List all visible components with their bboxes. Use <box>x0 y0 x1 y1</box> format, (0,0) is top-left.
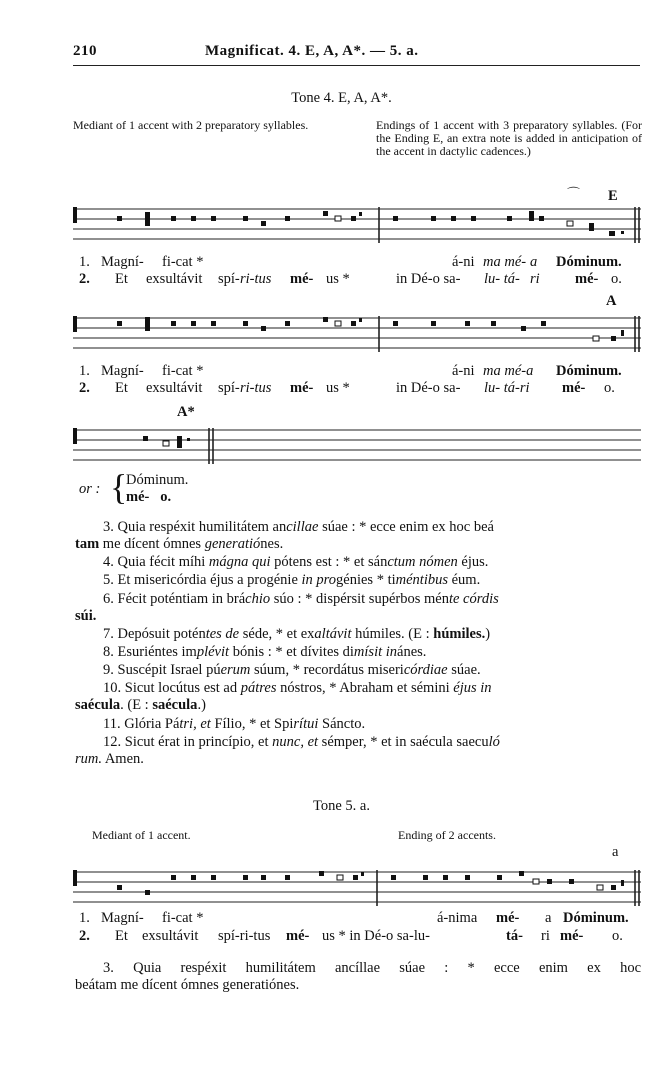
neume <box>319 871 324 876</box>
syllable: o. <box>604 380 615 396</box>
neume <box>171 875 176 880</box>
verse-text: súo : * dispérsit supérbos mén <box>270 590 449 607</box>
tone5-ending-note: Ending of 2 accents. <box>398 828 496 842</box>
neume <box>443 875 448 880</box>
neume <box>621 231 624 234</box>
verse-text: séde, * et ex <box>239 625 315 642</box>
syllable: in Dé-o sa- <box>396 271 461 287</box>
verse-text: ctum nómen <box>387 554 458 571</box>
verse-number: 8. <box>103 643 118 660</box>
verse-text: Sicut locútus est ad <box>124 680 241 697</box>
neume <box>261 875 266 880</box>
neume <box>541 321 546 326</box>
neume <box>335 216 341 221</box>
verse-text: méntibus <box>395 572 448 589</box>
verse-text: rítui <box>293 715 319 732</box>
verse-text: húmiles. <box>433 625 486 642</box>
neume <box>359 318 362 322</box>
neume <box>471 216 476 221</box>
syllable: fi-cat * <box>162 910 204 926</box>
neume <box>491 321 496 326</box>
verse-text: húmiles. (E : <box>351 625 434 642</box>
verse-text: tam <box>75 536 100 552</box>
syllable: á-nima <box>437 910 478 926</box>
verse-text: tes de <box>205 625 240 642</box>
neume <box>187 438 190 441</box>
syllable: ri-tus <box>240 380 272 396</box>
neume <box>533 879 539 884</box>
E-line2-num: 2. <box>79 271 90 287</box>
or-option-2: mé- o. <box>126 489 172 505</box>
verse-text: mísit in <box>353 643 398 660</box>
or-option-1: Dóminum. <box>126 472 189 488</box>
verse-number: 12. <box>103 733 125 750</box>
verse <box>75 591 643 625</box>
clef-icon <box>73 428 77 444</box>
syllable: spí-ri-tus <box>218 928 271 944</box>
verse-text: nóstros, * Abraham et sémini <box>276 680 454 697</box>
neume <box>191 321 196 326</box>
syllable: in Dé-o sa- <box>396 380 461 396</box>
accent-mark-icon: ⌒ <box>567 186 581 201</box>
ending-E-label: E <box>608 188 618 204</box>
neume <box>243 875 248 880</box>
syllable: o. <box>611 271 622 287</box>
verse-text: ánes. <box>397 643 427 660</box>
verse-text: Sicut érat in princípio, et <box>124 733 273 750</box>
neume <box>323 211 328 216</box>
syllable: ma mé- <box>483 254 527 270</box>
verse-text: Quia fécit míhi <box>117 554 209 571</box>
neume <box>261 326 266 331</box>
tone4-ending-note: Endings of 1 accent with 3 preparatory syllables. (For the Ending E, an extra note is added in anticipation of the accent in dactylic cadences.) <box>376 118 642 158</box>
syllable: ma mé-a <box>483 363 534 379</box>
verse <box>75 572 643 589</box>
verse-number: 6. <box>103 590 118 607</box>
verse <box>75 716 643 733</box>
neume <box>569 879 574 884</box>
verse-text: Esuriéntes im <box>117 643 197 660</box>
neume <box>285 321 290 326</box>
verse-number: 9. <box>103 662 118 679</box>
page-number: 210 <box>73 43 97 59</box>
neume <box>163 441 169 446</box>
verse-text: súae : * ecce enim ex hoc beá <box>318 519 494 535</box>
header-rule <box>73 65 640 66</box>
neume <box>393 321 398 326</box>
neume <box>145 212 150 226</box>
verse-text: saécula <box>75 697 121 714</box>
verse-text: Quia respéxit humilitátem an <box>117 519 287 535</box>
verse <box>75 554 643 571</box>
neume <box>589 223 594 231</box>
verse-text: Quia respéxit humilitátem ancíllae súae : * ecce enim ex hoc <box>133 960 642 976</box>
neume <box>177 436 182 448</box>
verse-number: 7. <box>103 625 118 642</box>
neume <box>323 317 328 322</box>
syllable: ri-tus <box>240 271 272 287</box>
neume <box>117 321 122 326</box>
neume <box>611 885 616 890</box>
verse-text: génies * ti <box>336 572 396 589</box>
verse-text: sémper, * et in saécula saecu <box>318 733 489 750</box>
verse-text: pótens est : * et sán <box>270 554 388 571</box>
neume <box>211 875 216 880</box>
neume <box>593 336 599 341</box>
neume <box>621 330 624 336</box>
verse-number: 3. <box>103 960 114 976</box>
syllable: Et <box>115 380 128 396</box>
tone4-title: Tone 4. E, A, A*. <box>291 90 392 106</box>
verse-text: Fécit poténtiam in brá <box>117 590 246 607</box>
verse-text: Glória Pá <box>124 715 180 732</box>
verse-text: súum, * recordátus miseri <box>250 662 404 679</box>
t5-line2-num: 2. <box>79 928 90 944</box>
verse-text: éjus. <box>457 554 489 571</box>
verse-text: saécula <box>152 697 198 714</box>
syllable: mé- <box>496 910 520 926</box>
verse-text: nes. <box>260 536 284 552</box>
verse-text: pátres <box>240 680 277 697</box>
tone5-verse-3 <box>75 960 641 994</box>
brace-icon: { <box>110 467 128 507</box>
neume <box>335 321 341 326</box>
syllable: ri <box>530 271 540 287</box>
neume <box>361 872 364 876</box>
syllable: mé- <box>562 380 586 396</box>
syllable: tá- <box>506 928 523 944</box>
syllable: exsultávit <box>146 271 203 287</box>
neume <box>171 216 176 221</box>
syllable: Magní- <box>101 363 144 379</box>
neume <box>597 885 603 890</box>
neume <box>393 216 398 221</box>
neume <box>451 216 456 221</box>
syllable: a <box>530 254 538 270</box>
neume <box>351 321 356 326</box>
neume <box>145 317 150 331</box>
verse-number: 3. <box>103 519 118 535</box>
verse-list <box>75 519 643 769</box>
syllable: fi-cat * <box>162 254 204 270</box>
syllable: mé- <box>286 928 310 944</box>
syllable: Magní- <box>101 910 144 926</box>
verse-text: te córdis <box>448 590 499 607</box>
neume <box>497 875 502 880</box>
syllable: á-ni <box>452 363 475 379</box>
verse-text: éjus in <box>453 680 492 697</box>
verse-text: me dícent ómnes <box>99 536 205 552</box>
clef-icon <box>73 316 77 332</box>
neume <box>465 321 470 326</box>
syllable: fi-cat * <box>162 363 204 379</box>
verse-text: altávit <box>314 625 352 642</box>
syllable: o. <box>612 928 623 944</box>
verse-text: plévit <box>196 643 230 660</box>
syllable: spí- <box>218 380 240 396</box>
verse-text: tri, et <box>179 715 211 732</box>
syllable: us * <box>326 380 350 396</box>
syllable: exsultávit <box>146 380 203 396</box>
verse-text: Depósuit potén <box>117 625 206 642</box>
syllable: á-ni <box>452 254 475 270</box>
neume <box>621 880 624 886</box>
neume <box>431 216 436 221</box>
verse-text: bónis : * et dívites di <box>229 643 354 660</box>
neume <box>191 875 196 880</box>
neume <box>521 326 526 331</box>
verse-text: mágna qui <box>208 554 271 571</box>
neume <box>337 875 343 880</box>
syllable: ri <box>541 928 550 944</box>
tone4-mediant-note: Mediant of 1 accent with 2 preparatory syllables. <box>73 118 309 132</box>
t5-line1-num: 1. <box>79 910 90 926</box>
verse-text: in pro <box>301 572 337 589</box>
neume <box>423 875 428 880</box>
syllable: Et <box>115 928 128 944</box>
neume <box>191 216 196 221</box>
neume <box>143 436 148 441</box>
neume <box>359 212 362 216</box>
syllable: us * in Dé-o sa-lu- <box>322 928 430 944</box>
verse <box>75 662 643 679</box>
verse-text: Fílio, * et Spi <box>210 715 294 732</box>
neume <box>261 221 266 226</box>
neume <box>465 875 470 880</box>
clef-icon <box>73 870 77 886</box>
verse-text: Suscépit Israel pú <box>117 662 221 679</box>
staff-tone4-Astar <box>73 424 641 468</box>
verse-text: súae. <box>447 662 481 679</box>
syllable: mé- <box>290 271 314 287</box>
tone5-ending-label: a <box>612 844 619 860</box>
syllable: Et <box>115 271 128 287</box>
neume <box>117 885 122 890</box>
ending-A-label: A <box>606 293 617 309</box>
syllable: exsultávit <box>142 928 199 944</box>
neume <box>567 221 573 226</box>
verse <box>75 644 643 661</box>
verse-text: nunc, et <box>272 733 319 750</box>
verse <box>75 680 643 714</box>
verse-text: beátam me dícent ómnes generatiónes. <box>75 977 300 993</box>
verse-text: rum. <box>75 750 102 767</box>
verse-text: ló <box>488 733 500 750</box>
syllable: us * <box>326 271 350 287</box>
syllable: spí- <box>218 271 240 287</box>
neume <box>539 216 544 221</box>
syllable: Magní- <box>101 254 144 270</box>
verse-number: 11. <box>103 715 125 732</box>
neume <box>211 216 216 221</box>
A-line2-num: 2. <box>79 380 90 396</box>
staff-tone4-E <box>73 203 641 247</box>
syllable: mé- <box>290 380 314 396</box>
verse-text: Et misericórdia éjus a progénie <box>117 572 302 589</box>
neume <box>285 875 290 880</box>
verse-text: .) <box>197 697 206 714</box>
verse-text: córdiae <box>403 662 448 679</box>
syllable: lu- tá-ri <box>484 380 530 396</box>
staff-tone4-A <box>73 312 641 356</box>
neume <box>609 231 615 236</box>
neume <box>611 336 616 341</box>
syllable: a <box>545 910 552 926</box>
verse-number: 5. <box>103 572 118 589</box>
running-title: Magnificat. 4. E, A, A*. — 5. a. <box>205 43 419 59</box>
neume <box>507 216 512 221</box>
syllable: mé- <box>560 928 584 944</box>
syllable: lu- tá- <box>484 271 520 287</box>
neume <box>353 875 358 880</box>
ending-Astar-label: A* <box>177 404 195 420</box>
neume <box>211 321 216 326</box>
neume <box>285 216 290 221</box>
neume <box>519 871 524 876</box>
verse <box>75 519 643 553</box>
verse-text: éum. <box>448 572 481 589</box>
A-line1-num: 1. <box>79 363 90 379</box>
neume <box>547 879 552 884</box>
verse-text: erum <box>220 662 251 679</box>
verse-text: Amen. <box>102 750 144 767</box>
neume <box>529 211 534 221</box>
verse-number: 10. <box>103 680 125 697</box>
syllable: Dóminum. <box>563 910 629 926</box>
syllable: Dóminum. <box>556 254 622 270</box>
clef-icon <box>73 207 77 223</box>
verse <box>75 734 643 768</box>
verse-text: súi. <box>75 607 97 624</box>
verse-number: 4. <box>103 554 118 571</box>
neume <box>145 890 150 895</box>
neume <box>431 321 436 326</box>
syllable: Dóminum. <box>556 363 622 379</box>
neume <box>117 216 122 221</box>
syllable: mé- <box>575 271 599 287</box>
verse <box>75 626 643 643</box>
neume <box>243 321 248 326</box>
tone5-title: Tone 5. a. <box>313 798 370 814</box>
tone5-mediant-note: Mediant of 1 accent. <box>92 828 191 842</box>
E-line1-num: 1. <box>79 254 90 270</box>
verse-text: chio <box>245 590 271 607</box>
verse-text: generatió <box>204 536 261 552</box>
verse-text: . (E : <box>120 697 153 714</box>
verse-text: Sáncto. <box>318 715 366 732</box>
or-label: or : <box>79 481 101 497</box>
verse-text: ) <box>485 625 491 642</box>
neume <box>243 216 248 221</box>
neume <box>351 216 356 221</box>
neume <box>171 321 176 326</box>
verse-text: cillae <box>286 519 319 535</box>
neume <box>391 875 396 880</box>
staff-tone5 <box>73 866 641 910</box>
